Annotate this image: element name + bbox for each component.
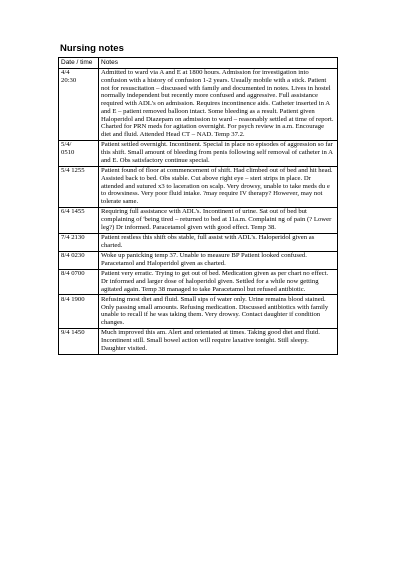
entry-note: Patient restless this shift obs stable, full assist with ADL's. Haloperidol given as charted. bbox=[99, 233, 338, 251]
entry-note: Patient settled overnight. Incontinent. Special in place no episodes of aggression so far this shift. Small amount of bleeding from penis following self removal of catheter in A and E. Obs satisfactory continue special. bbox=[99, 140, 338, 166]
document-title: Nursing notes bbox=[60, 43, 124, 54]
entry-date: 9/4 1450 bbox=[59, 328, 99, 354]
table-row bbox=[59, 68, 338, 140]
column-header-notes: Notes bbox=[99, 58, 338, 69]
entry-note: Requiring full assistance with ADL's. Incontinent of urine. Sat out of bed but complaining of 'being tired – returned to bed at 11a.m. Complaini ng of pain (? Lower leg?) Dr informed. Paracetamol given with good effect. Temp 38. bbox=[99, 207, 338, 233]
entry-date: 5/4 1255 bbox=[59, 166, 99, 207]
table-header-row bbox=[59, 58, 338, 69]
entry-note: Patient found of floor at commencement of shift. Had climbed out of bed and hit head. Assisted back to bed. Obs stable. Cut above right eye – steri strips in place. Dr attended and sutured x3 to laceration on scalp. Very drowsy, unable to take meds du e to drowsiness. Very poor fluid intake. ?may require IV therapy? However, may not tolerate same. bbox=[99, 166, 338, 207]
table-row bbox=[59, 251, 338, 269]
entry-note: Patient very erratic. Trying to get out of bed. Medication given as per chart no effect. Dr informed and larger dose of haloperidol given. Settled for a while now getting agitated again. Temp 38 managed to take Paracetamol but refused antibiotic. bbox=[99, 269, 338, 295]
entry-note: Woke up panicking temp 37. Unable to measure BP Patient looked confused. Paracetamol and Haloperidol given as charted. bbox=[99, 251, 338, 269]
column-header-date: Date / time bbox=[59, 58, 99, 69]
entry-date: 8/4 1900 bbox=[59, 295, 99, 329]
table-row bbox=[59, 166, 338, 207]
table-row bbox=[59, 140, 338, 166]
entry-note: Refusing most diet and fluid. Small sips of water only. Urine remains blood stained. Only passing small amounts. Refusing medication. Discussed antibiotics with family unable to recall if he was taking them. Very drowsy. Contact daughter if condition changes. bbox=[99, 295, 338, 329]
table-row bbox=[59, 295, 338, 329]
entry-note: Much improved this am. Alert and orientated at times. Taking good diet and fluid. Incontinent still. Small bowel action will require laxative tonight. Still sleepy. Daughter visited. bbox=[99, 328, 338, 354]
table-row bbox=[59, 328, 338, 354]
table-row bbox=[59, 207, 338, 233]
entry-date: 7/4 2130 bbox=[59, 233, 99, 251]
table-row bbox=[59, 233, 338, 251]
entry-date: 5/4/ 0510 bbox=[59, 140, 99, 166]
nursing-notes-table bbox=[58, 57, 338, 355]
entry-note: Admitted to ward via A and E at 1800 hours. Admission for investigation into confusion with a history of confusion 1-2 years. Usually mobile with a stick. Patient not for resuscitation – discussed with family and documented in notes. Lives in hostel normally independent but recently more confused and aggressive. Full assistance required with ADL's on admission. Requires incontinence aids. Catheter inserted in A and E – patient removed balloon intact. Some bleeding as a result. Patient given Haloperidol and Diazepam on admission to ward – reasonably settled at time of report. Charted for PRN meds for agitation overnight. For psych review in a.m. Encourage diet and fluid. Attended Head CT – NAD. Temp 37.2. bbox=[99, 68, 338, 140]
table-row bbox=[59, 269, 338, 295]
entry-date: 4/4 20:30 bbox=[59, 68, 99, 140]
entry-date: 8/4 0230 bbox=[59, 251, 99, 269]
entry-date: 8/4 0700 bbox=[59, 269, 99, 295]
entry-date: 6/4 1455 bbox=[59, 207, 99, 233]
